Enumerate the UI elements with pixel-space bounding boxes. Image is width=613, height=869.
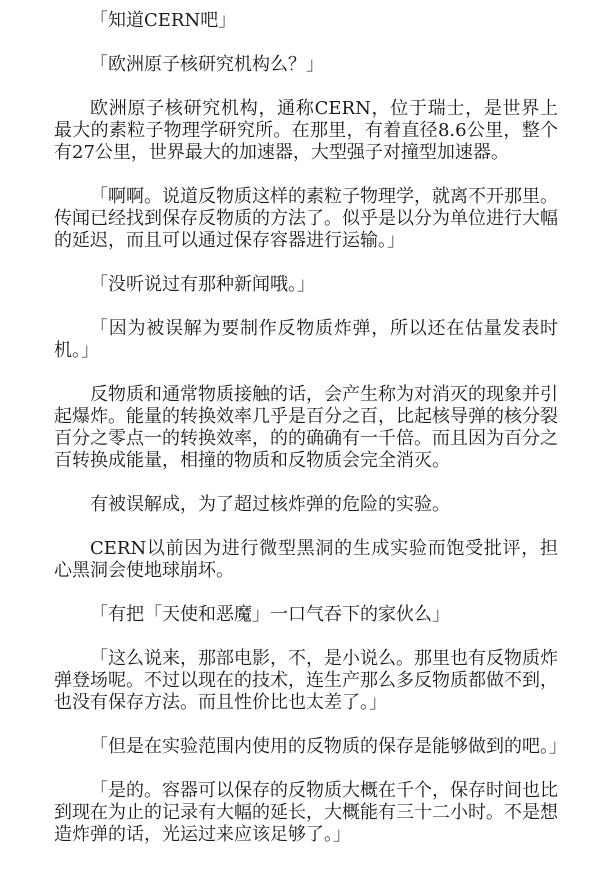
paragraph: 「是的。容器可以保存的反物质大概在千个，保存时间也比到现在为止的记录有大幅的延长，大概能有三十二小时。不是想造炸弹的话，光运过来应该足够了。」 (54, 780, 558, 845)
paragraph: 「啊啊。说道反物质这样的素粒子物理学，就离不开那里。传闻已经找到保存反物质的方法了。似乎是以分为单位进行大幅的延迟，而且可以通过保存容器进行运输。」 (54, 186, 558, 251)
paragraph: 「但是在实验范围内使用的反物质的保存是能够做到的吧。」 (90, 736, 567, 757)
paragraph: 有被误解成，为了超过核炸弹的危险的实验。 (90, 494, 450, 515)
paragraph: 「这么说来，那部电影，不，是小说么。那里也有反物质炸弹登场呢。不过以现在的技术，连生产那么多反物质都做不到，也没有保存方法。而且性价比也太差了。」 (54, 648, 558, 713)
document-page (54, 10, 567, 868)
paragraph: CERN以前因为进行微型黑洞的生成实验而饱受批评，担心黑洞会使地球崩坏。 (54, 538, 558, 581)
paragraph: 「有把「天使和恶魔」一口气吞下的家伙么」 (90, 604, 450, 625)
paragraph: 「因为被误解为要制作反物质炸弹，所以还在估量发表时机。」 (54, 318, 558, 361)
paragraph: 「没听说过有那种新闻哦。」 (90, 274, 315, 295)
paragraph: 反物质和通常物质接触的话，会产生称为对消灭的现象并引起爆炸。能量的转换效率几乎是百分之百，比起核导弹的核分裂百分之零点一的转换效率，的的确确有一千倍。而且因为百分之百转换成能量，相撞的物质和反物质会完全消灭。 (54, 384, 558, 471)
paragraph: 欧洲原子核研究机构，通称CERN，位于瑞士，是世界上最大的素粒子物理学研究所。在那里，有着直径8.6公里，整个有27公里，世界最大的加速器，大型强子对撞型加速器。 (54, 98, 558, 163)
paragraph: 「欧洲原子核研究机构么？」 (90, 54, 324, 75)
paragraph: 「知道CERN吧」 (90, 10, 237, 31)
